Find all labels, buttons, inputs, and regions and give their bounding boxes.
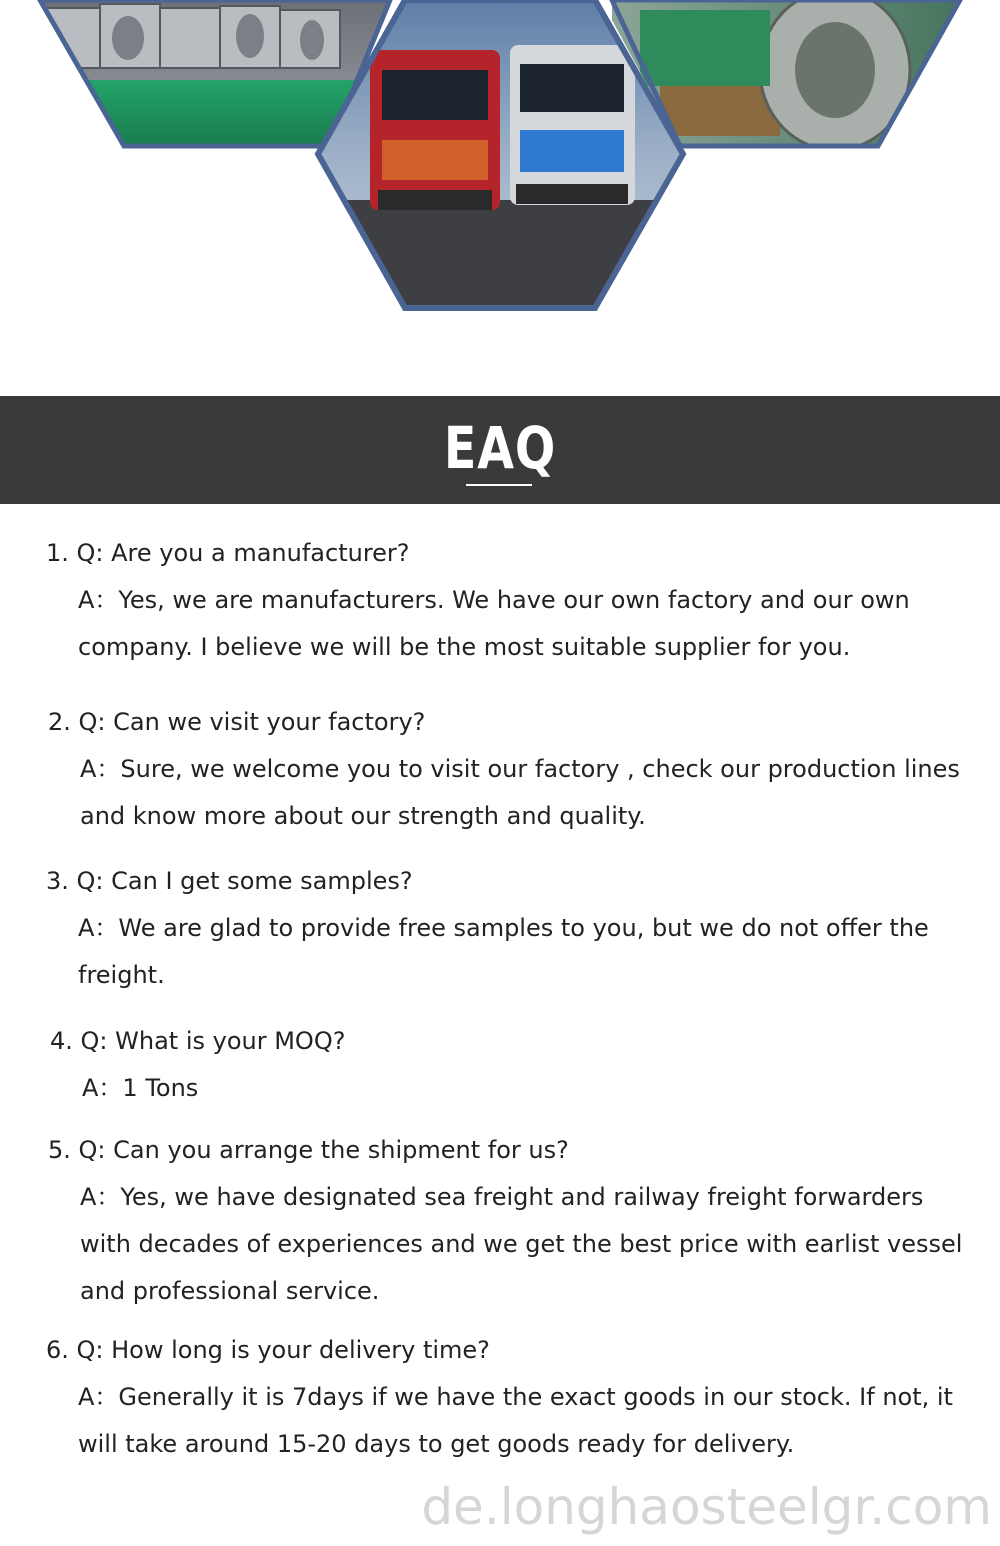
faq-item — [48, 699, 968, 840]
faq-question: 2. Q: Can we visit your factory? — [48, 708, 426, 736]
faq-title: EAQ — [443, 414, 557, 482]
faq-answer: A：Generally it is 7days if we have the exact goods in our stock. If not, it will take around 15-20 days to get goods ready for delivery. — [78, 1383, 953, 1458]
title-underline — [466, 484, 532, 486]
faq-question: 6. Q: How long is your delivery time? — [46, 1336, 490, 1364]
faq-answer: A：Yes, we are manufacturers. We have our own factory and our own company. I believe we will be the most suitable supplier for you. — [78, 586, 910, 661]
faq-item — [48, 1127, 973, 1315]
watermark: de.longhaosteelgr.com — [421, 1478, 992, 1536]
faq-answer: A：Sure, we welcome you to visit our factory , check our production lines and know more about our strength and quality. — [80, 755, 960, 830]
faq-header-band — [0, 396, 1000, 504]
faq-item — [46, 858, 966, 999]
faq-answer: A：Yes, we have designated sea freight and railway freight forwarders with decades of experiences and we get the best price with earlist vessel and professional service. — [80, 1183, 963, 1305]
faq-item — [50, 1018, 970, 1112]
faq-question: 3. Q: Can I get some samples? — [46, 867, 413, 895]
faq-question: 5. Q: Can you arrange the shipment for us? — [48, 1136, 569, 1164]
hero-image-collage — [0, 0, 1000, 330]
faq-question: 1. Q: Are you a manufacturer? — [46, 539, 410, 567]
faq-item — [46, 530, 966, 671]
faq-question: 4. Q: What is your MOQ? — [50, 1027, 346, 1055]
faq-answer: A：1 Tons — [82, 1074, 199, 1102]
faq-item — [46, 1327, 971, 1468]
faq-answer: A：We are glad to provide free samples to you, but we do not offer the freight. — [78, 914, 929, 989]
